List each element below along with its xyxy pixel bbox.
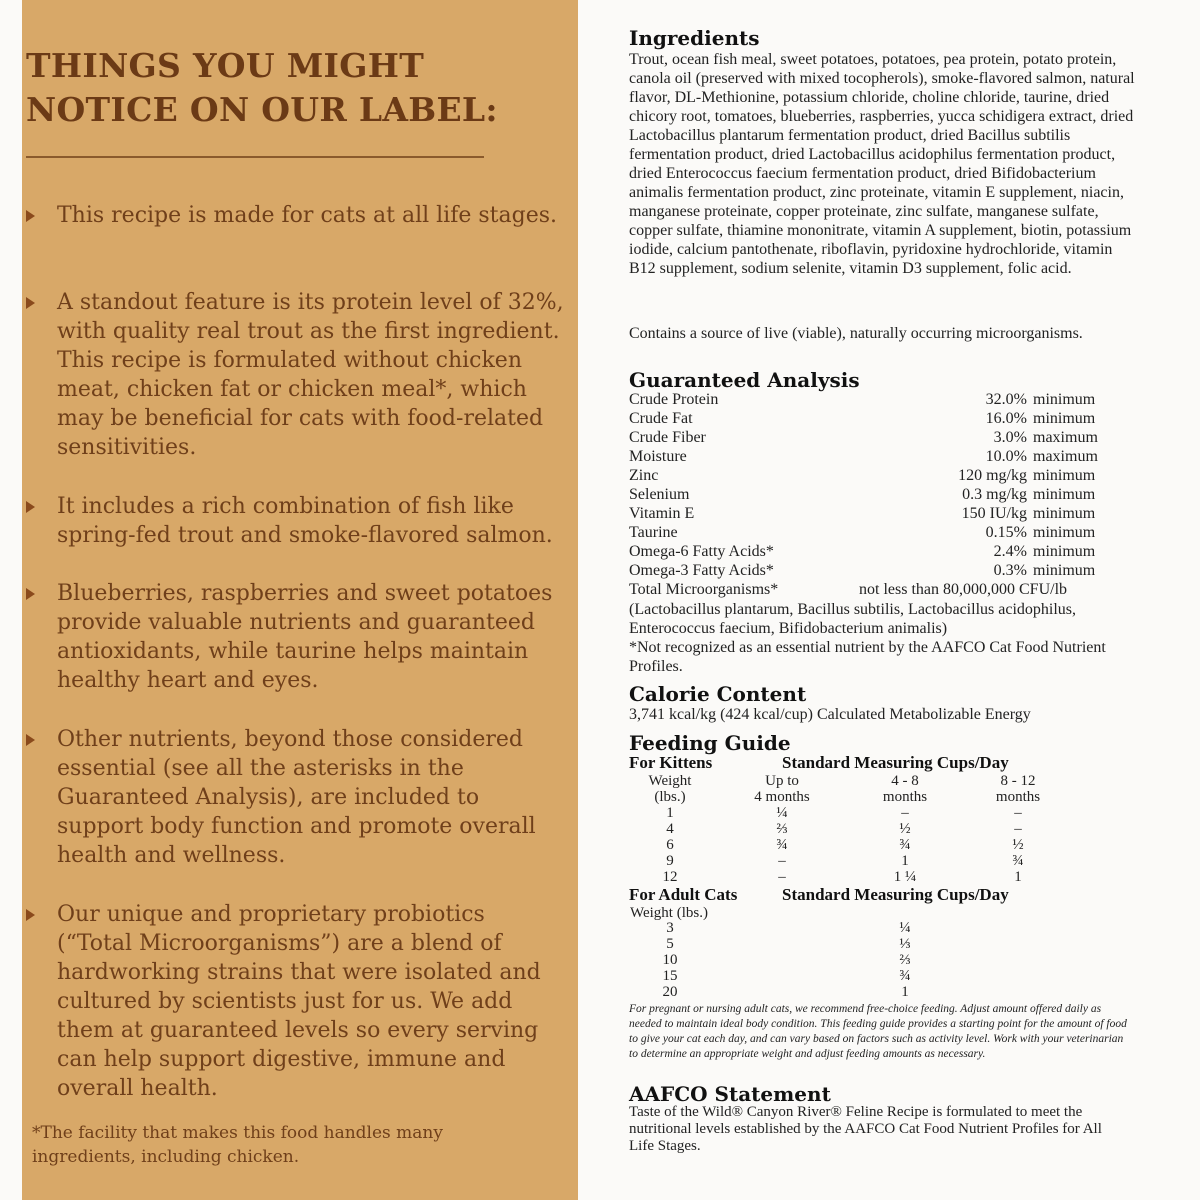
feeding-note: For pregnant or nursing adult cats, we recommend free-choice feeding. Adjust amount offered daily as needed to maintain ideal body condition. This feeding guide provides a starting point for the amount of food to give your cat each day, and can vary based on factors such as activity level. Work with your veterinarian to determine an appropriate weight and adjust feeding amounts as necessary.	[629, 1003, 1127, 1060]
analysis-row: Omega-6 Fatty Acids* 2.4% minimum	[629, 543, 1096, 560]
kitten-table-cell: ¾	[776, 837, 788, 853]
analysis-row: Crude Fiber 3.0% maximum	[629, 429, 1098, 446]
adult-table-cell: ¾	[899, 968, 911, 984]
analysis-row: Zinc 120 mg/kg minimum	[629, 467, 1096, 484]
col-header: 4 - 8	[891, 773, 919, 789]
kitten-table-cell: 1 ¼	[893, 869, 917, 885]
kitten-table-cell: ½	[899, 821, 911, 837]
adult-table-cell: 10	[662, 952, 678, 968]
col-header: Up to	[765, 773, 799, 789]
bullet-item	[26, 492, 566, 550]
analysis-row: Crude Fat 16.0% minimum	[629, 410, 1096, 427]
kitten-table-cell: 4	[666, 821, 674, 837]
kitten-table-cell: ¾	[1012, 853, 1024, 869]
kitten-table-cell: –	[1014, 821, 1022, 837]
kitten-table-cell: –	[901, 805, 909, 821]
analysis-row-microorganisms: Total Microorganisms* not less than 80,000,000 CFU/lb	[629, 581, 1068, 598]
ingredients-heading: Ingredients	[629, 26, 760, 50]
panel-title: THINGS YOU MIGHT NOTICE ON OUR LABEL:	[26, 46, 498, 129]
col-header: 8 - 12	[1000, 773, 1036, 789]
bullet-item	[26, 201, 566, 230]
kitten-table-cell: 1	[666, 805, 674, 821]
analysis-row: Omega-3 Fatty Acids* 0.3% minimum	[629, 562, 1096, 579]
adult-table-cell: 1	[901, 984, 909, 1000]
adult-table-cell: 5	[666, 936, 674, 952]
kitten-table-cell: ¼	[776, 805, 788, 821]
adult-table-cell: ⅓	[899, 936, 911, 952]
aafco-heading: AAFCO Statement	[629, 1082, 831, 1106]
bullet-item	[26, 725, 566, 870]
feeding-heading: Feeding Guide	[629, 731, 791, 755]
col-header: (lbs.)	[654, 789, 686, 805]
adult-table-cell: 3	[666, 920, 674, 936]
col-header: Weight	[648, 773, 692, 789]
bullet-text: Our unique and proprietary probiotics (“Total Microorganisms”) are a blend of hardworking strains that were isolated and cultured by scientists just for us. We add them at guaranteed levels so every serving can help support digestive, immune and overall health.	[57, 902, 541, 1101]
kittens-subtitle: Standard Measuring Cups/Day	[782, 753, 1009, 772]
bullet-text: It includes a rich combination of fish like spring-fed trout and smoke-flavored salmon.	[57, 494, 553, 548]
microorganism-strains: (Lactobacillus plantarum, Bacillus subtilis, Lactobacillus acidophilus, Enterococcus faecium, Bifidobacterium animalis)	[629, 601, 1077, 637]
bullet-text: Blueberries, raspberries and sweet potatoes provide valuable nutrients and guaranteed antioxidants, while taurine helps maintain healthy heart and eyes.	[57, 581, 553, 693]
adult-table-cell: 20	[662, 984, 678, 1000]
bullet-item	[26, 288, 566, 462]
kitten-table-cell: 6	[666, 837, 674, 853]
adults-subtitle: Standard Measuring Cups/Day	[782, 885, 1009, 904]
analysis-row: Moisture 10.0% maximum	[629, 448, 1098, 465]
kittens-title: For Kittens	[629, 753, 713, 772]
kitten-table-cell: ½	[1012, 837, 1024, 853]
kitten-table-cell: 1	[901, 853, 909, 869]
ingredients-text: Trout, ocean fish meal, sweet potatoes, potatoes, pea protein, potato protein, canola oil (preserved with mixed tocopherols), smoke-flavored salmon, natural flavor, DL-Methionine, potassium chloride, choline chloride, taurine, dried chicory root, tomatoes, blueberries, raspberries, yucca schidigera extract, dried Lactobacillus plantarum fermentation product, dried Bacillus subtilis fermentation product, dried Lactobacillus acidophilus fermentation product, dried Enterococcus faecium fermentation product, dried Bifidobacterium animalis fermentation product, zinc proteinate, vitamin E supplement, niacin, manganese proteinate, copper proteinate, zinc sulfate, manganese sulfate, copper sulfate, thiamine mononitrate, vitamin A supplement, biotin, potassium iodide, calcium pantothenate, riboflavin, pyridoxine hydrochloride, vitamin B12 supplement, sodium selenite, vitamin D3 supplement, folic acid.	[629, 51, 1135, 277]
kitten-table-cell: 1	[1014, 869, 1022, 885]
bullet-text: This recipe is made for cats at all life stages.	[57, 203, 557, 228]
adult-table-cell: 15	[662, 968, 678, 984]
probiotic-note: Contains a source of live (viable), naturally occurring microorganisms.	[629, 325, 1083, 342]
analysis-row: Vitamin E 150 IU/kg minimum	[629, 505, 1096, 522]
bullet-arrow-icon	[26, 588, 35, 600]
col-header: months	[882, 789, 928, 805]
analysis-row: Taurine 0.15% minimum	[629, 524, 1096, 541]
adult-table-cell: ⅔	[899, 952, 911, 968]
calorie-text: 3,741 kcal/kg (424 kcal/cup) Calculated Metabolizable Energy	[629, 706, 1031, 723]
calorie-heading: Calorie Content	[629, 682, 807, 706]
kitten-table-cell: 9	[666, 853, 674, 869]
analysis-heading: Guaranteed Analysis	[629, 368, 860, 392]
col-header: 4 months	[754, 789, 810, 805]
kitten-table-cell: –	[1014, 805, 1022, 821]
kitten-table-cell: ¾	[899, 837, 911, 853]
aafco-text: Taste of the Wild® Canyon River® Feline Recipe is formulated to meet the nutritional levels established by the AAFCO Cat Food Nutrient Profiles for All Life Stages.	[629, 1104, 1102, 1154]
kitten-table-cell: 12	[662, 869, 678, 885]
bullet-item	[26, 579, 566, 695]
bullet-arrow-icon	[26, 734, 35, 746]
analysis-row: Selenium 0.3 mg/kg minimum	[629, 486, 1096, 503]
chicken-footnote: *The facility that makes this food handles many ingredients, including chicken.	[32, 1123, 443, 1167]
bullet-item	[26, 900, 566, 1103]
bullet-text: Other nutrients, beyond those considered essential (see all the asterisks in the Guaranteed Analysis), are included to support body function and promote overall health and wellness.	[57, 727, 536, 868]
analysis-note: *Not recognized as an essential nutrient by the AAFCO Cat Food Nutrient Profiles.	[629, 639, 1106, 675]
col-header: Weight (lbs.)	[630, 905, 708, 921]
bullet-arrow-icon	[26, 297, 35, 309]
analysis-row: Crude Protein 32.0% minimum	[629, 391, 1096, 408]
col-header: months	[995, 789, 1041, 805]
label-notes-panel	[22, 0, 578, 1200]
bullet-arrow-icon	[26, 501, 35, 513]
title-divider	[26, 156, 484, 158]
kitten-table-cell: –	[778, 869, 786, 885]
bullet-text: A standout feature is its protein level of 32%, with quality real trout as the first ingredient. This recipe is formulated without chicken meat, chicken fat or chicken meal*, which may be beneficial for cats with food-related sensitivities.	[57, 290, 564, 460]
adult-table-cell: ¼	[899, 920, 911, 936]
bullet-arrow-icon	[26, 909, 35, 921]
adults-title: For Adult Cats	[629, 885, 738, 904]
kitten-table-cell: –	[778, 853, 786, 869]
bullet-arrow-icon	[26, 210, 35, 222]
kitten-table-cell: ⅔	[776, 821, 788, 837]
